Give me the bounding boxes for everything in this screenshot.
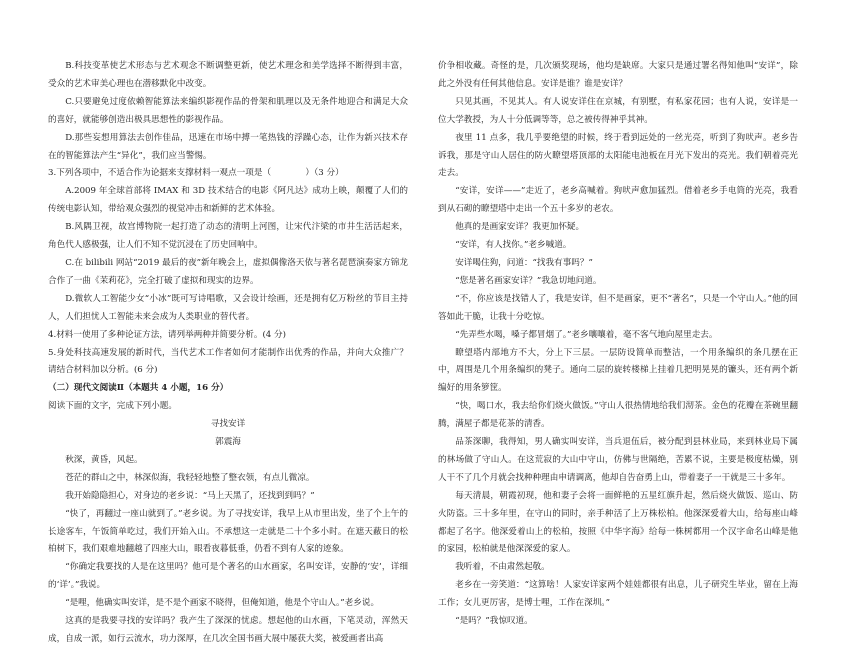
story-author: 郭震海 — [215, 437, 241, 448]
story-paragraph-r10: “先弄些水喝，嗓子都冒烟了。”老乡嚷嚷着，毫不客气地向屋里走去。 — [455, 329, 718, 340]
story-paragraph-2: 苍茫的群山之中，林深似海，我轻轻地整了整衣领，有点儿微凉。 — [65, 472, 315, 483]
question-3-option-d: D.微软人工智能少女“小冰”既可写诗唱歌，又会设计绘画，还是拥有亿万粉丝的节目主持人，人们担忧人工智能未来会成为人类职业的替代者。 — [48, 293, 408, 322]
story-paragraph-r13: 品茶深聊，我得知，男人确实叫安详，当兵退伍后，被分配到县林业局，来到林业局下属的林场做了守山人。在这荒寂的大山中守山，仿佛与世隔绝，苦累不说，主要是极度枯燥，别人干不了几个月就会找种种理由申请调离，他却自告奋勇上山，带着妻子一干就是三十多年。 — [438, 437, 798, 483]
story-paragraph-r11: 瞭望塔内部地方不大，分上下三层。一层防设简单而整洁，一个用条编织的条几摆在正中，周围是几个用条编织的凳子。通向二层的旋转楼梯上挂着几把明晃晃的镰头，还有两个新编好的用条箩筐。 — [438, 347, 798, 394]
story-paragraph-7: 这真的是我要寻找的安详吗？我产生了深深的忧虑。想起他的山水画，下笔灵动，浑然天成，自成一派，如行云流水，功力深厚，在几次全国书画大展中屡获大奖，被爱画者出高 — [48, 616, 408, 644]
right-column — [438, 58, 798, 631]
story-paragraph-r9: “不，你应该是找错人了，我是安详，但不是画家，更不“著名”，只是一个守山人。”他的回答如此干脆，让我十分吃惊。 — [438, 293, 798, 322]
story-continued-paragraph: 价争相收藏。奇怪的是，几次颁奖现场，他均是缺席。大家只是通过署名得知他叫“安详”，除此之外没有任何其他信息。安详是谁？谁是安详？ — [438, 61, 798, 89]
story-paragraph-4: “快了，再翻过一座山就到了。”老乡说。为了寻找安详，我早上从市里出发，坐了个上午的长途客车，午饭简单吃过，我们开始入山。不承想这一走就是二十个多小时。在遮天蔽日的松柏树下，我们艰难地翻越了四座大山，眼看夜暮低垂，仍看不到有人家的迹象。 — [48, 508, 408, 555]
story-paragraph-r17: “是吗？”我惊叹道。 — [455, 616, 533, 627]
question-5: 5.身处科技高速发展的新时代，当代艺术工作者如何才能制作出优秀的作品，并向大众推广？请结合材料加以分析。(6 分) — [48, 347, 408, 376]
question-3-option-b: B.风隅卫视，故宫博物院一起打造了动态的清明上河图，让宋代汴梁的市井生活活起来，角色代人感极强，让人们不知不觉沉浸在了历史回响中。 — [48, 222, 408, 251]
story-paragraph-r3: 夜里 11 点多，我几乎要绝望的时候，终于看到远处的一丝光亮，听到了狗吠声。老乡告诉我，那是守山人居住的防火瞭望塔顶部的太阳能电池板在月光下发出的亮光。我们朝着亮光走去。 — [438, 132, 798, 179]
story-paragraph-r2: 只见其画，不见其人。有人说安详住在京城，有别墅，有私家花园；也有人说，安详是一位大学教授，为人十分低调等等，总之被传得神乎其神。 — [438, 96, 798, 125]
question-3-option-c: C.在 bilibili 网站“2019 最后的夜”新年晚会上，虚拟偶像洛天依与著名琵琶演奏家方锦龙合作了一曲《茉莉花》，完全打破了虚拟和现实的边界。 — [48, 257, 408, 286]
story-paragraph-r4: “安详，安详——”走近了，老乡高喊着。狗吠声愈加猛烈。借着老乡手电筒的光亮，我看到从石砌的瞭望塔中走出一个五十多岁的老农。 — [438, 186, 798, 215]
story-paragraph-5: “你确定我要找的人是在这里吗？他可是个著名的山水画家，名叫安详，安静的‘安’，详细的‘详’。”我说。 — [48, 562, 408, 591]
story-paragraph-r14: 每天清晨，朝霞初现，他和妻子会将一面鲜艳的五星红旗升起，然后烧火做饭、巡山、防火防盗。三十多年里，在守山的同时，亲手种活了上万株松柏。他深深爱着大山，给每座山峰都起了名字。他深爱着山上的松柏，按照《中华字海》给每一株树都用一个汉字命名山峰是他的家园，松柏就是他深深爱的家人。 — [438, 490, 798, 555]
story-paragraph-r16: 老乡在一旁笑道：“这算啥！人家安详家两个娃娃都很有出息，儿子研究生毕业，留在上海工作；女儿更厉害，是博士哩，工作在深圳。” — [438, 580, 798, 609]
story-paragraph-r8: “您是著名画家安详？”我急切地问道。 — [455, 275, 602, 286]
story-paragraph-r7: 安详喝住狗，问道：“找我有事吗？” — [455, 257, 593, 268]
story-paragraph-r5: 他真的是画家安详？我更加怀疑。 — [455, 222, 585, 233]
question-3-stem: 3.下列各项中，不适合作为论据来支撑材料一观点一项是（ ）（3 分） — [48, 168, 344, 179]
section-heading: （二）现代文阅读Ⅱ（本题共 4 小题，16 分） — [48, 383, 229, 394]
question-3-option-a: A.2009 年全球首部将 IMAX 和 3D 技术结合的电影《阿凡达》成功上映，颠覆了人们的传统电影认知，带给观众强烈的视觉冲击和新鲜的艺术体验。 — [48, 186, 408, 215]
question-4: 4.材料一使用了多种论证方法，请列举两种并简要分析。(4 分) — [48, 329, 286, 340]
story-paragraph-r15: 我听着，不由肃然起敬。 — [455, 562, 550, 573]
reading-instruction: 阅读下面的文字，完成下列小题。 — [48, 401, 177, 412]
story-paragraph-1: 秋深，黄昏，风起。 — [65, 454, 143, 465]
story-paragraph-3: 我开始隐隐担心，对身边的老乡说：“马上天黑了，还找到到吗？” — [65, 490, 315, 501]
option-d-paragraph: D.那些妄想用算法去创作佳品，迅速在市场中搏一笔热钱的浮躁心态，让作为新兴技术存在的智能算法产生“异化”，我们应当警惕。 — [48, 132, 408, 161]
option-c-paragraph: C.只要避免过度依赖智能算法来编织影视作品的骨架和肌理以及无条件地迎合和满足大众的喜好，就能够创造出极具思想性的影视作品。 — [48, 96, 408, 125]
option-b-paragraph: B.科技变革使艺术形态与艺术观念不断调整更新，使艺术理念和美学选择不断得到丰富，受众的艺术审美心理也在潜移默化中改变。 — [48, 61, 408, 89]
left-column — [48, 58, 408, 649]
story-paragraph-r12: “快，喝口水，我去给你们烧火做饭。”守山人很热情地给我们沏茶。金色的花瓣在茶碗里翻腾，满屋子都是花茶的清香。 — [438, 401, 798, 430]
story-paragraph-6: “是哩，他确实叫安详，是不是个画家不晓得，但俺知道，他是个守山人。”老乡说。 — [65, 598, 380, 609]
story-paragraph-r6: “安详，有人找你。”老乡喊道。 — [455, 240, 572, 251]
story-title: 寻找安详 — [210, 419, 246, 430]
